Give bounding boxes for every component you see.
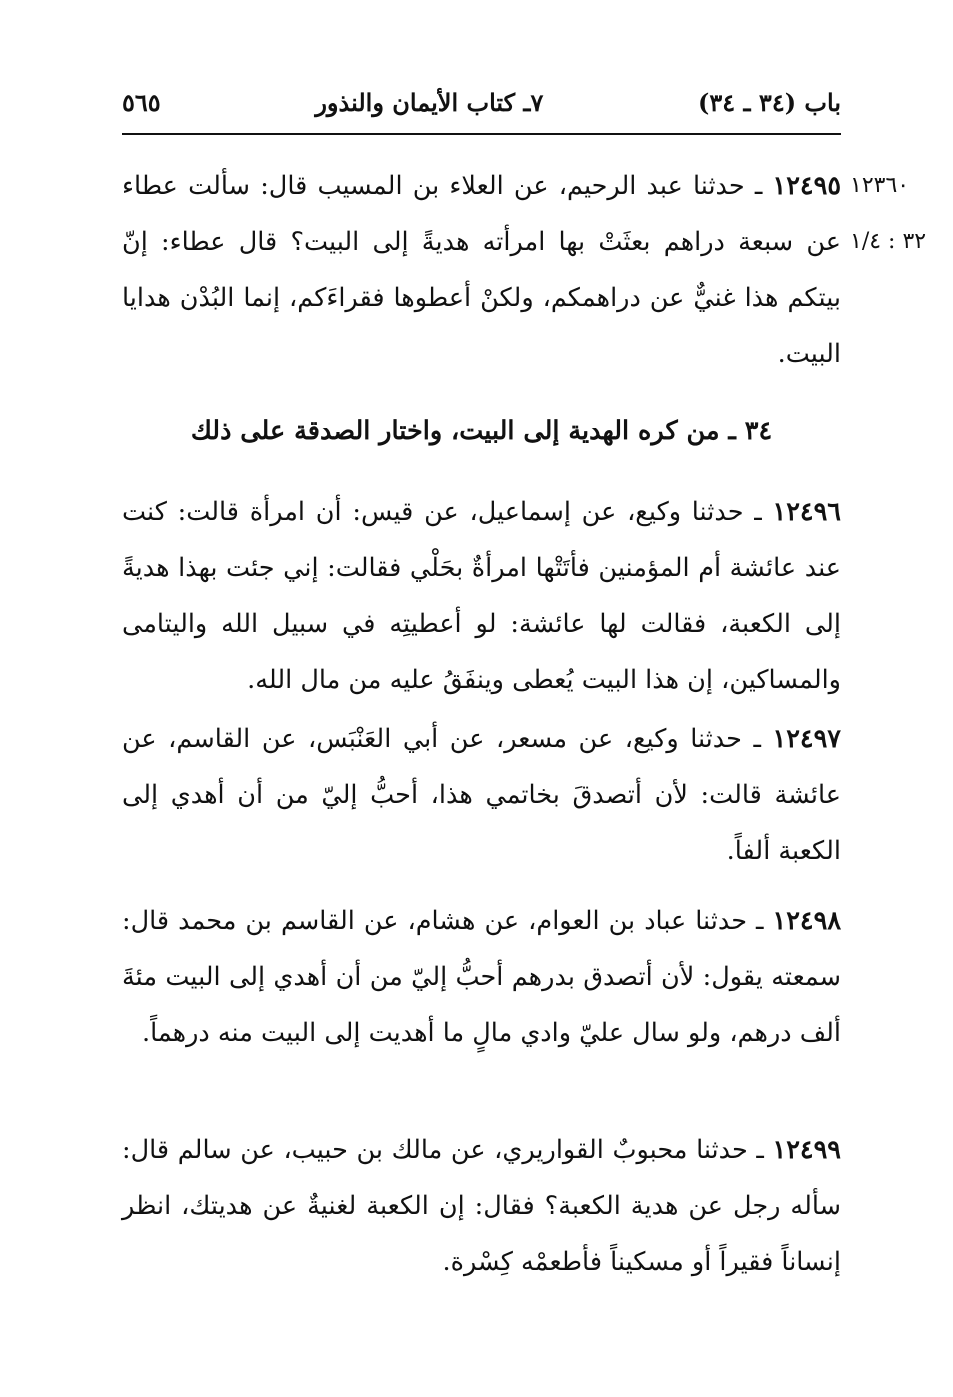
hadith-paragraph bbox=[122, 484, 841, 708]
hadith-paragraph bbox=[122, 158, 841, 382]
chapter-reference: باب (٣٤ ـ ٣٤) bbox=[698, 87, 841, 117]
running-header bbox=[122, 78, 841, 126]
section-heading: ٣٤ ـ من كره الهدية إلى البيت، واختار الصدقة على ذلك bbox=[190, 416, 773, 446]
hadith-number: ١٢٤٩٧ bbox=[772, 724, 841, 754]
hadith-number: ١٢٤٩٦ bbox=[772, 497, 841, 527]
hadith-text: ـ حدثنا وكيع، عن مسعر، عن أبي العَنْبَس، عن القاسم، عن عائشة قالت: لأن أتصدقَ بخاتمي هذا، أحبُّ إليّ من أن أهدي إلى الكعبة ألفاً. bbox=[122, 724, 841, 866]
hadith-text: ـ حدثنا وكيع، عن إسماعيل، عن قيس: أن امرأة قالت: كنت عند عائشة أم المؤمنين فأتَتْها امرأةٌ بحَلْي فقالت: إني جئت بهذا هديةً إلى الكعبة، فقالت لها عائشة: لو أعطيتِه في سبيل الله واليتامى والمساكين، إن هذا البيت يُعطى وينفَقُ عليه من مال الله. bbox=[122, 497, 841, 695]
hadith-paragraph bbox=[122, 1122, 841, 1290]
page-number: ٥٦٥ bbox=[122, 87, 161, 117]
hadith-text: ـ حدثنا عبد الرحيم، عن العلاء بن المسيب قال: سألت عطاء عن سبعة دراهم بعثَتْ بها امرأته هديةً إلى البيت؟ قال عطاء: إنّ بيتكم هذا غنيٌّ عن دراهمكم، ولكنْ أعطوها فقراءَكم، إنما البُدْن هدايا البيت. bbox=[122, 171, 841, 369]
hadith-paragraph bbox=[122, 711, 841, 879]
hadith-text: ـ حدثنا عباد بن العوام، عن هشام، عن القاسم بن محمد قال: سمعته يقول: لأن أتصدق بدرهم أحبُّ إليّ من أن أهدي إلى البيت مئةَ ألف درهم، ولو سال عليّ وادي مالٍ ما أهديت إلى البيت منه درهماً. bbox=[122, 906, 841, 1048]
hadith-number: ١٢٤٩٩ bbox=[772, 1135, 841, 1165]
margin-volume-reference: ٣٢ : ١/٤ bbox=[850, 229, 927, 254]
hadith-number: ١٢٤٩٥ bbox=[772, 171, 842, 201]
hadith-text: ـ حدثنا محبوبٌ القواريري، عن مالك بن حبيب، عن سالم قال: سأله رجل عن هدية الكعبة؟ فقال: إن الكعبة لغنيةٌ عن هديتك، انظر إنساناً فقيراً أو مسكيناً فأطعمْه كِسْرة. bbox=[122, 1135, 841, 1277]
header-divider bbox=[122, 133, 841, 135]
hadith-paragraph bbox=[122, 893, 841, 1061]
book-title: ٧ـ كتاب الأيمان والنذور bbox=[315, 87, 544, 117]
margin-cross-reference: ١٢٣٦٠ bbox=[850, 173, 910, 198]
hadith-number: ١٢٤٩٨ bbox=[772, 906, 842, 936]
